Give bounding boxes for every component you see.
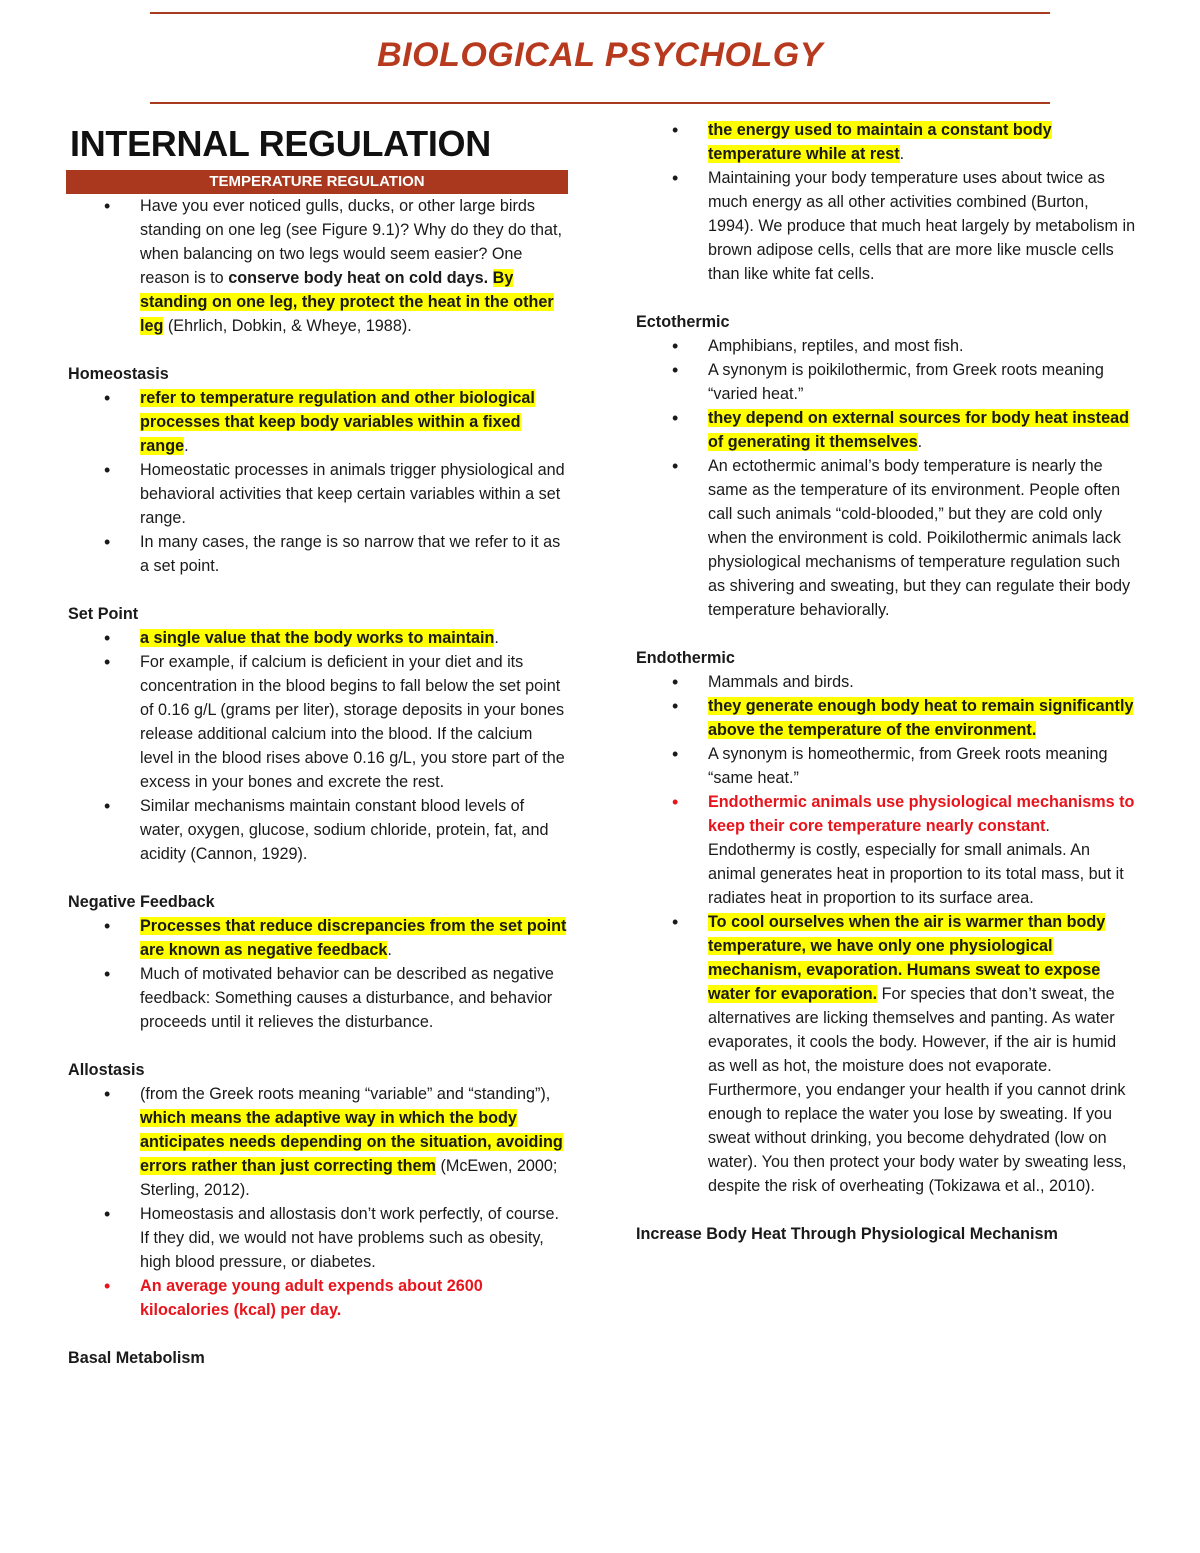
- list-item: • An ectothermic animal’s body temperature is nearly the same as the temperature of its environment. People often call such animals “cold-blooded,” but they are cold only when the environment is cold. Poikilothermic animals lack physiological mechanisms of temperature regulation such as shivering and sweating, but they can regulate their body temperature behaviorally.: [636, 454, 1136, 622]
- list-item: • they depend on external sources for body heat instead of generating it themselves.: [636, 406, 1136, 454]
- list-item: • A synonym is poikilothermic, from Greek roots meaning “varied heat.”: [636, 358, 1136, 406]
- endothermic-list: [636, 670, 1136, 1198]
- list-item: • Homeostatic processes in animals trigger physiological and behavioral activities that keep certain variables within a set range.: [68, 458, 568, 530]
- top-rule: [150, 12, 1050, 14]
- list-item: • Mammals and birds.: [636, 670, 1136, 694]
- list-item: • Processes that reduce discrepancies from the set point are known as negative feedback.: [68, 914, 568, 962]
- basal-metabolism-heading: Basal Metabolism: [68, 1349, 205, 1367]
- list-item: • they generate enough body heat to remain significantly above the temperature of the environment.: [636, 694, 1136, 742]
- title-rule: [150, 102, 1050, 104]
- list-item: • Maintaining your body temperature uses about twice as much energy as all other activities combined (Burton, 1994). We produce that much heat largely by metabolism in brown adipose cells, cells that are more like muscle cells than like white fat cells.: [636, 166, 1136, 286]
- list-item: • Similar mechanisms maintain constant blood levels of water, oxygen, glucose, sodium chloride, protein, fat, and acidity (Cannon, 1929).: [68, 794, 568, 866]
- set-point-heading: Set Point: [68, 605, 139, 623]
- list-item: • refer to temperature regulation and other biological processes that keep body variables within a fixed range.: [68, 386, 568, 458]
- intro-list: [68, 194, 568, 338]
- section-band: TEMPERATURE REGULATION: [66, 170, 568, 194]
- negative-feedback-list: [68, 914, 568, 1034]
- list-item: • Have you ever noticed gulls, ducks, or other large birds standing on one leg (see Figure 9.1)? Why do they do that, when balancing on two legs would seem easier? One reason is to conserve body heat on cold days. By standing on one leg, they protect the heat in the other leg (Ehrlich, Dobkin, & Wheye, 1988).: [68, 194, 568, 338]
- allostasis-list: [68, 1082, 568, 1322]
- right-column: [636, 118, 1136, 1246]
- list-item: • An average young adult expends about 2600 kilocalories (kcal) per day.: [68, 1274, 568, 1322]
- list-item: • (from the Greek roots meaning “variable” and “standing”), which means the adaptive way in which the body anticipates needs depending on the situation, avoiding errors rather than just correcting them (McEwen, 2000; Sterling, 2012).: [68, 1082, 568, 1202]
- list-item: • a single value that the body works to maintain.: [68, 626, 568, 650]
- page-title: BIOLOGICAL PSYCHOLGY: [377, 36, 823, 74]
- set-point-list: [68, 626, 568, 866]
- ectothermic-heading: Ectothermic: [636, 313, 730, 331]
- left-column: [68, 118, 568, 1370]
- ectothermic-list: [636, 334, 1136, 622]
- main-heading: INTERNAL REGULATION: [70, 123, 491, 164]
- list-item: • In many cases, the range is so narrow that we refer to it as a set point.: [68, 530, 568, 578]
- list-item: • Much of motivated behavior can be described as negative feedback: Something causes a disturbance, and behavior proceeds until it relieves the disturbance.: [68, 962, 568, 1034]
- homeostasis-heading: Homeostasis: [68, 365, 169, 383]
- list-item: • Homeostasis and allostasis don’t work perfectly, of course. If they did, we would not have problems such as obesity, high blood pressure, or diabetes.: [68, 1202, 568, 1274]
- list-item: • Endothermic animals use physiological mechanisms to keep their core temperature nearly constant. Endothermy is costly, especially for small animals. An animal generates heat in proportion to its total mass, but it radiates heat in proportion to its surface area.: [636, 790, 1136, 910]
- endothermic-heading: Endothermic: [636, 649, 735, 667]
- homeostasis-list: [68, 386, 568, 578]
- list-item: • Amphibians, reptiles, and most fish.: [636, 334, 1136, 358]
- list-item: • the energy used to maintain a constant body temperature while at rest.: [636, 118, 1136, 166]
- list-item: • For example, if calcium is deficient in your diet and its concentration in the blood begins to fall below the set point of 0.16 g/L (grams per liter), storage deposits in your bones release additional calcium into the blood. If the calcium level in the blood rises above 0.16 g/L, you store part of the excess in your bones and excrete the rest.: [68, 650, 568, 794]
- allostasis-heading: Allostasis: [68, 1061, 145, 1079]
- increase-body-heat-heading: Increase Body Heat Through Physiological Mechanism: [636, 1225, 1058, 1243]
- list-item: • To cool ourselves when the air is warmer than body temperature, we have only one physiological mechanism, evaporation. Humans sweat to expose water for evaporation. For species that don’t sweat, the alternatives are licking themselves and panting. As water evaporates, it cools the body. However, if the air is humid as well as hot, the moisture does not evaporate. Furthermore, you endanger your health if you cannot drink enough to replace the water you lose by sweating. If you sweat without drinking, you become dehydrated (low on water). You then protect your body water by sweating less, despite the risk of overheating (Tokizawa et al., 2010).: [636, 910, 1136, 1198]
- negative-feedback-heading: Negative Feedback: [68, 893, 215, 911]
- list-item: • A synonym is homeothermic, from Greek roots meaning “same heat.”: [636, 742, 1136, 790]
- basal-list: [636, 118, 1136, 286]
